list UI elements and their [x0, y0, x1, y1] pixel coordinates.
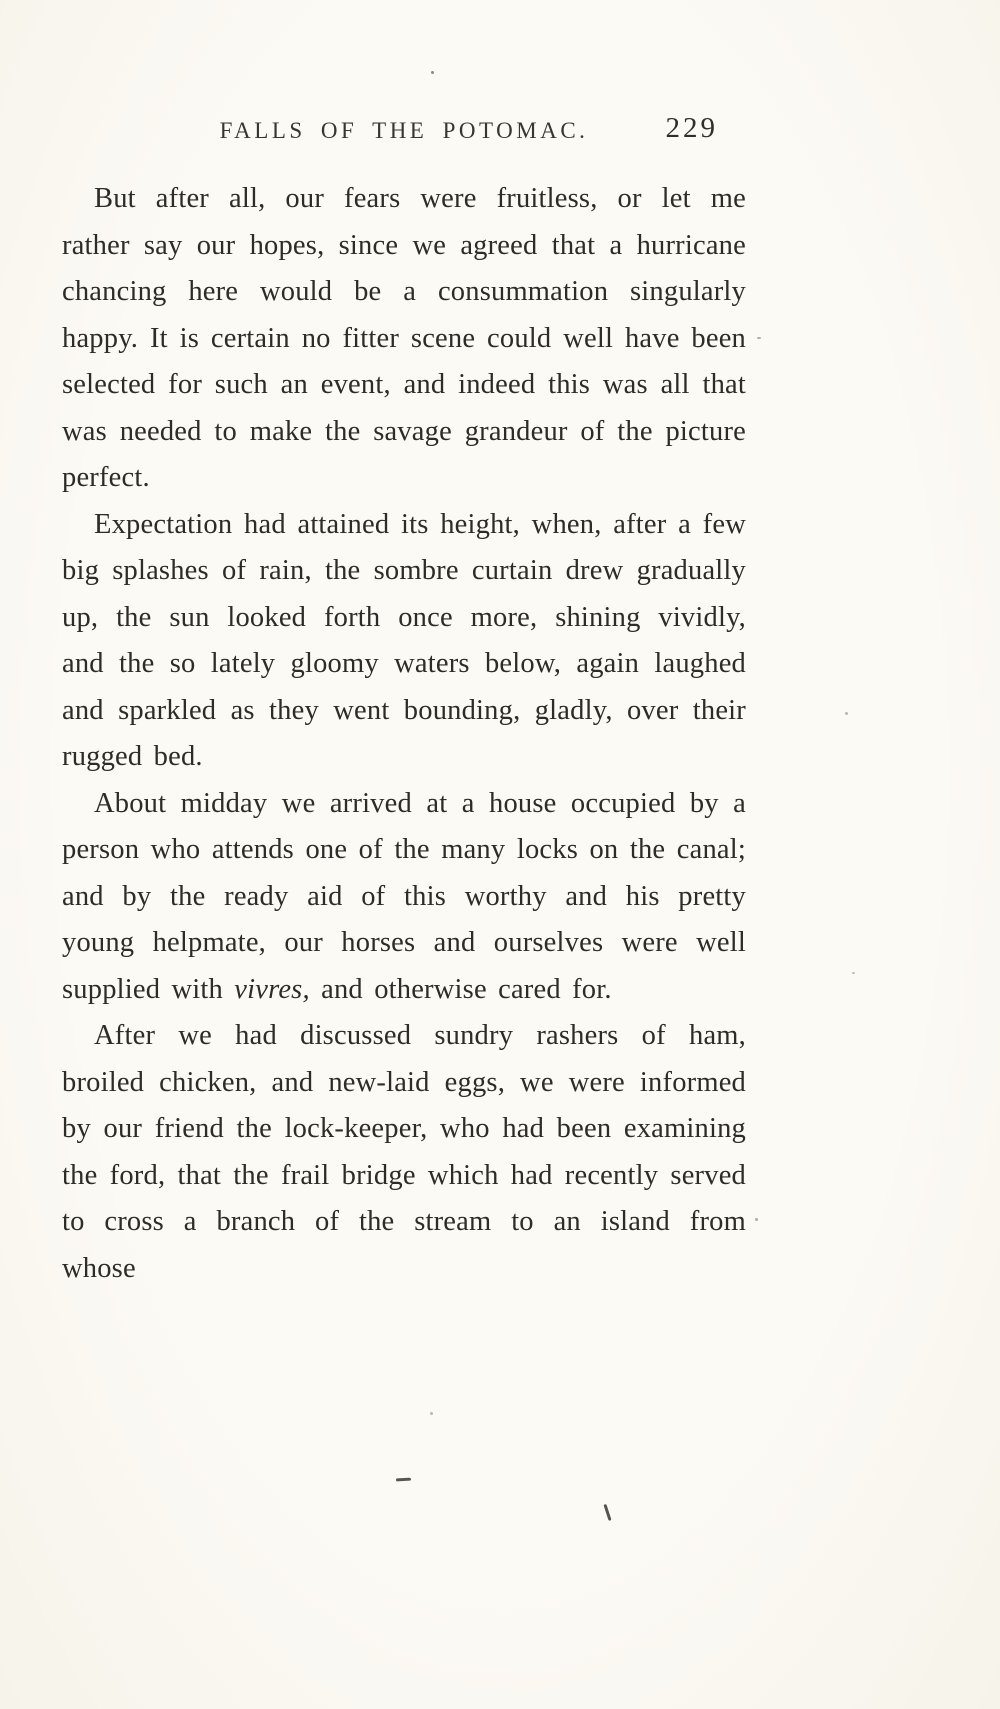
book-page: [62, 0, 746, 1292]
paragraph-1: But after all, our fears were fruitless, or let me rather say our hopes, since we agreed that a hurricane chancing here would be a consummation singularly happy. It is certain no fitter scene could well have been selected for such an event, and indeed this was all that was needed to make the savage grandeur of the picture perfect.: [62, 183, 746, 493]
paragraph-3-italic-word: vivres,: [234, 973, 310, 1005]
scan-artifact-slash: [603, 1504, 611, 1521]
scan-artifact-dash: [396, 1478, 411, 1482]
scan-speck: [845, 712, 848, 715]
scan-speck: [757, 337, 761, 339]
page-body: [62, 176, 746, 1292]
paragraph-3-text-before: About midday we arrived at a house occupied by a person who attends one of the many locks on the canal; and by the ready aid of this worthy and his pretty young helpmate, our horses and ourselves were well supplied with: [62, 787, 746, 1005]
running-title: FALLS OF THE POTOMAC.: [219, 118, 589, 143]
paragraph-2: Expectation had attained its height, when, after a few big splashes of rain, the sombre curtain drew gradually up, the sun looked forth once more, shining vividly, and the so lately gloomy waters below, again laughed and sparkled as they went bounding, gladly, over their rugged bed.: [62, 508, 746, 772]
page-header: [62, 112, 746, 152]
scan-speck: [430, 1412, 433, 1415]
scan-speck: [431, 71, 434, 74]
scan-speck: [755, 1218, 758, 1221]
paragraph-4: After we had discussed sundry rashers of ham, broiled chicken, and new-laid eggs, we were informed by our friend the lock-keeper, who had been examining the ford, that the frail bridge which had recently served to cross a branch of the stream to an island from whose: [62, 1020, 746, 1284]
scan-speck: [852, 972, 855, 974]
paragraph-3-text-after: and otherwise cared for.: [309, 973, 612, 1005]
page-number: 229: [665, 112, 718, 144]
paragraph-3: [62, 781, 746, 1014]
